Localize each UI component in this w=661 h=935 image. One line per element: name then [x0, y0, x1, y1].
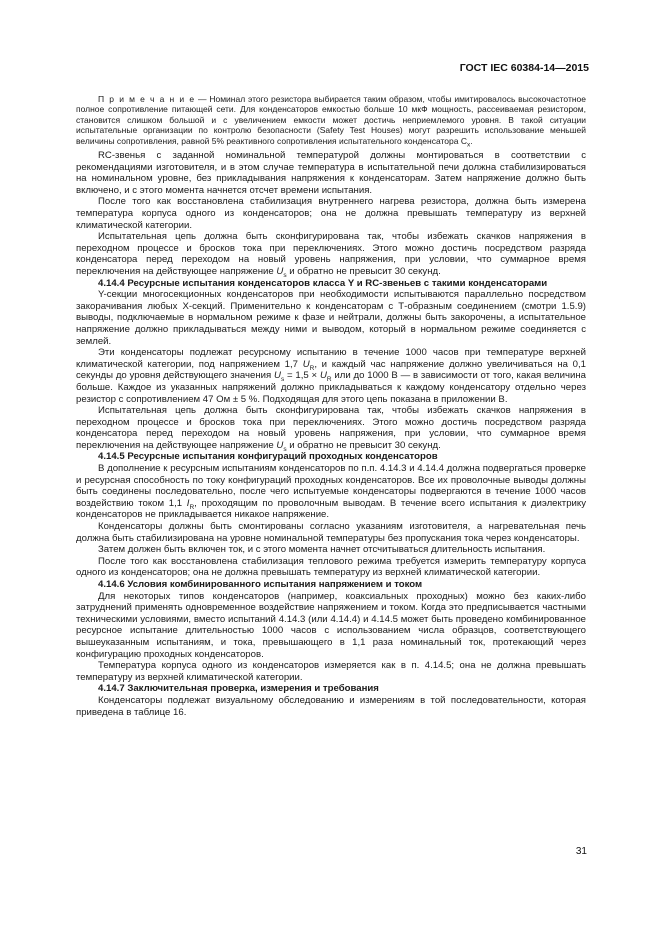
section-heading-4-14-5: 4.14.5 Ресурсные испытания конфигураций проходных конденсаторов: [98, 451, 438, 463]
section-heading-4-14-4: 4.14.4 Ресурсные испытания конденсаторов класса Y и RC-звеньев с такими конденсаторами: [98, 277, 548, 289]
text: Эти конденсаторы подлежат ресурсному испытанию в течение 1000 часов при температуре верхней климатической категории, под напряжением 1,7: [76, 347, 586, 370]
paragraph-case-temperature: Температура корпуса одного из конденсаторов измеряется как в п. 4.14.5; она не должна превышать температуру из верхней климатической категории.: [76, 660, 586, 683]
variable: U: [302, 358, 310, 370]
paragraph-oven-stabilization: Конденсаторы должны быть смонтированы согласно указаниям изготовителя, а нагревательная печь должна быть стабилизирована на уровне номинальной температуры без пропускания тока через конденсаторы.: [76, 521, 586, 544]
variable: U: [276, 439, 284, 451]
paragraph-feedthrough-current: [76, 463, 586, 521]
subscript: s: [283, 445, 287, 453]
text: В дополнение к ресурсным испытаниям конденсаторов по п.п. 4.14.3 и 4.14.4 должна подвергаться проверке и ресурсная способность по току конфигураций проходных конденсаторов. Все их проволочные выводы должны быть соединены последовательно, после чего испытуемые конденсаторы подвергаются в течение 1000 часов воздействию током 1,1: [76, 463, 586, 509]
note-paragraph: [76, 94, 586, 149]
variable: U: [319, 370, 327, 382]
paragraph-combined-test: Для некоторых типов конденсаторов (например, коаксиальных проходных) можно без каких-либо затруднений применять одновременное воздействие напряжением и током. Когда это предписывается частными техническими условиями, вместо испытаний 4.14.3 (или 4.14.4) и 4.14.5 может быть проведено комбинированное ресурсное испытание длительностью 1000 часов с использованием числа образцов, соответствующего вышеуказанным испытаниям, и тока, превышающего в 1,1 раза номинальный ток, протекающий через конфигурацию проходных конденсаторов.: [76, 590, 586, 660]
paragraph-final-inspection: Конденсаторы подлежат визуальному обследованию и измерениям в той последовательности, которая приведена в таблице 16.: [76, 694, 586, 718]
document-body: [76, 94, 586, 718]
paragraph-test-circuit-1: [76, 231, 586, 277]
text: , проходящим по проволочным выводам. В течение всего испытания к диэлектрику конденсаторов не прикладывается никакое напряжение.: [76, 497, 587, 521]
text: или до 1000 В — в зависимости от того, какая величина больше. Каждое из указанных напряжений должно прикладываться к каждому конденсатору отдельно через резистор с сопротивлением 47 Ом ± 5 %. Подходящая для этого цепь показана в приложении В.: [76, 370, 586, 405]
subscript: s: [280, 376, 285, 384]
paragraph-test-circuit-2: [76, 405, 586, 451]
note-label: П р и м е ч а н и е: [98, 94, 196, 104]
subscript: s: [283, 271, 287, 279]
paragraph-y-sections: Y-секции многосекционных конденсаторов при необходимости испытываются параллельно посредством закорачивания любых Х-секций. Применительно к конденсаторам с Т-образным соединением (смотри 1.5.9) выводы, подключаемые в нормальном режиме к фазе и нейтрали, должны быть закорочены, а испытательное напряжение должно прикладываться между ними и выводом, который в нормальном режиме соединяется с землей.: [76, 289, 586, 347]
variable: U: [274, 370, 281, 382]
paragraph-current-on: Затем должен быть включен ток, и с этого момента начнет отсчитываться длительность испытания.: [98, 544, 546, 556]
text: Испытательная цепь должна быть сконфигурирована так, чтобы избежать скачков напряжения в переходном процессе и бросков тока при переключениях. Этого можно достичь посредством разряда конденсатора перед переходом на новый уровень напряжения, при условии, что суммарное время переключения на действующее напряжение: [76, 231, 586, 277]
text: и обратно не превысит 30 секунд.: [286, 265, 441, 277]
note-end: .: [470, 135, 473, 146]
section-heading-4-14-6: 4.14.6 Условия комбинированного испытания напряжением и током: [98, 579, 423, 590]
standard-header: ГОСТ IEC 60384-14—2015: [459, 62, 589, 74]
text: Испытательная цепь должна быть сконфигурирована так, чтобы избежать скачков напряжения в переходном процессе и бросков тока при переключениях. Этого можно достичь посредством разряда конденсатора перед переходом на новый уровень напряжения, при условии, что суммарное время переключения на действующее напряжение: [76, 405, 586, 451]
paragraph-resistor-stabilization: После того как восстановлена стабилизация внутреннего нагрева резистора, должна быть измерена температура корпуса одного из конденсаторов; она не должна превышать температуру из верхней климатической категории.: [76, 196, 586, 231]
subscript: R: [309, 364, 315, 372]
paragraph-endurance-1000h: [76, 347, 586, 405]
paragraph-rc-mounting: RC-звенья с заданной номинальной температурой должны монтироваться в соответствии с рекомендациями изготовителя, и в этом случае температура в испытательной печи должна стабилизироваться на номинальном уровне, без прикладывания напряжения к конденсаторам. Затем напряжение должно быть включено, и с этого момента начнется отсчет времени испытания.: [76, 150, 586, 196]
page-number: 31: [575, 846, 587, 857]
variable: U: [276, 265, 284, 277]
variable: I: [186, 497, 190, 509]
paragraph-thermal-stabilization: После того как восстановлена стабилизация теплового режима требуется измерить температуру корпуса одного из конденсаторов; она не должна превышать температуру из верхней климатической категории.: [76, 555, 586, 579]
text: , и каждый час напряжение должно увеличиваться на 0,1 секунды до уровня действующего значения: [76, 358, 586, 382]
section-heading-4-14-7: 4.14.7 Заключительная проверка, измерения и требования: [98, 683, 379, 695]
text: и обратно не превысит 30 секунд.: [286, 439, 441, 451]
subscript: R: [326, 376, 332, 384]
text: = 1,5 ×: [284, 370, 320, 382]
note-subscript: x: [467, 141, 471, 149]
note-text: — Номинал этого резистора выбирается таким образом, чтобы имитировалось высокочастотное полное сопротивление питающей сети. Для конденсаторов емкостью больше 10 мкФ мощность, рассеиваемая резистором, становится слишком большой и с увеличением емкости может достичь неприемлемого уровня. В такой ситуации испытательные организации по контролю безопасности (Safety Test Houses) могут разрешить использование меньшей величины сопротивления, равной 5% реактивного сопротивления испытательного конденсатора С: [76, 94, 586, 146]
subscript: R: [189, 503, 195, 511]
